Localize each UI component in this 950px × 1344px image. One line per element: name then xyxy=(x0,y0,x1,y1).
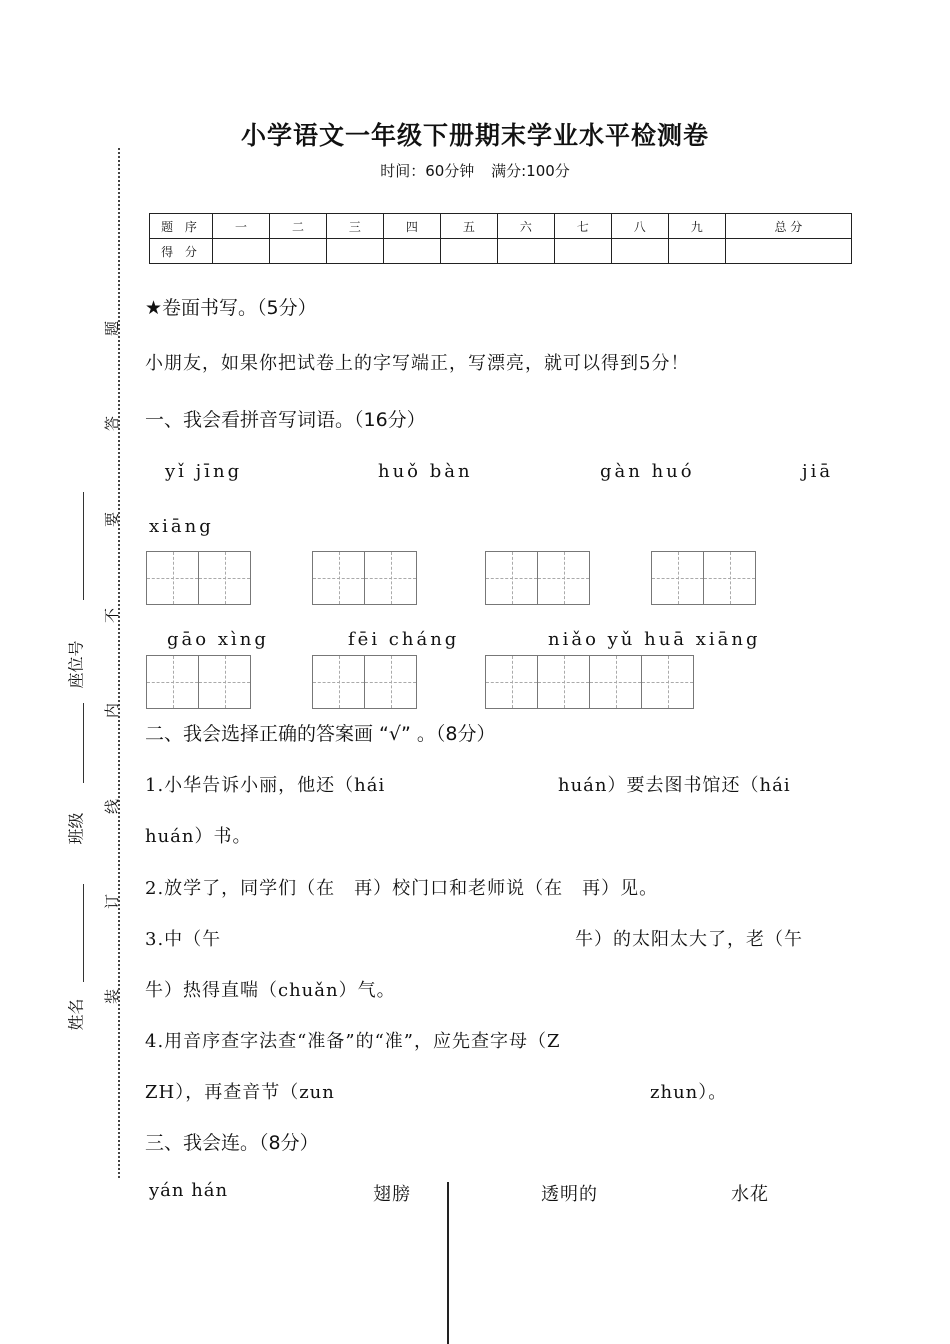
question-1-part-a: 1.小华告诉小丽，他还（hái xyxy=(145,775,386,796)
writing-grid[interactable] xyxy=(651,551,756,605)
section-heading-connect: 三、我会连。（8分） xyxy=(145,1132,319,1154)
grid-cell[interactable] xyxy=(485,551,538,605)
binding-char: 内 xyxy=(103,702,122,719)
grid-cell[interactable] xyxy=(537,655,590,709)
seat-number-line xyxy=(83,492,84,600)
table-header: 题 序 xyxy=(150,214,213,239)
question-2: 2.放学了，同学们（在 再）校门口和老师说（在 再）见。 xyxy=(145,878,659,899)
table-header: 二 xyxy=(269,214,326,239)
score-cell[interactable] xyxy=(213,239,270,264)
table-header: 三 xyxy=(326,214,383,239)
writing-grid[interactable] xyxy=(485,655,694,709)
question-3-part-b: 牛）的太阳太大了，老（午 xyxy=(575,929,803,950)
class-line xyxy=(83,703,84,783)
grid-cell[interactable] xyxy=(537,551,590,605)
question-3-part-c: 牛）热得直喘（chuǎn）气。 xyxy=(145,980,396,1001)
score-table xyxy=(149,213,852,264)
seat-number-label: 座位号 xyxy=(66,640,86,689)
grid-cell[interactable] xyxy=(312,551,365,605)
class-label: 班级 xyxy=(66,812,86,845)
table-header: 总 分 xyxy=(725,214,851,239)
binding-char: 不 xyxy=(103,607,122,624)
writing-grid[interactable] xyxy=(146,551,251,605)
grid-cell[interactable] xyxy=(485,655,538,709)
score-table-header-row xyxy=(150,214,852,239)
writing-grid[interactable] xyxy=(146,655,251,709)
section-heading-writing: ★卷面书写。（5分） xyxy=(145,297,317,319)
score-cell[interactable] xyxy=(554,239,611,264)
grid-cell[interactable] xyxy=(703,551,756,605)
pinyin-text: yǐ jīng xyxy=(165,461,243,482)
table-header: 五 xyxy=(440,214,497,239)
score-cell[interactable] xyxy=(326,239,383,264)
score-cell[interactable] xyxy=(725,239,851,264)
pinyin-text: jiā xyxy=(802,461,834,482)
question-1-part-b: huán）要去图书馆还（hái xyxy=(558,775,791,796)
grid-cell[interactable] xyxy=(146,551,199,605)
column-divider xyxy=(447,1182,449,1344)
score-cell[interactable] xyxy=(668,239,725,264)
grid-cell[interactable] xyxy=(146,655,199,709)
table-header: 六 xyxy=(497,214,554,239)
pinyin-text: xiāng xyxy=(149,516,214,537)
pinyin-text: gāo xìng xyxy=(167,629,269,650)
grid-cell[interactable] xyxy=(364,655,417,709)
exam-info xyxy=(0,160,950,181)
writing-grid[interactable] xyxy=(312,655,417,709)
writing-grid[interactable] xyxy=(485,551,590,605)
section-heading-choose: 二、我会选择正确的答案画 “√” 。（8分） xyxy=(145,723,496,745)
binding-char: 订 xyxy=(103,893,122,910)
pinyin-text: huǒ bàn xyxy=(378,461,473,482)
binding-char: 题 xyxy=(103,320,122,337)
binding-char: 装 xyxy=(103,988,122,1005)
question-4-part-a: 4.用音序查字法查“准备”的“准”，应先查字母（Z xyxy=(145,1031,561,1052)
writing-instruction: 小朋友，如果你把试卷上的字写端正，写漂亮，就可以得到5分！ xyxy=(145,353,690,374)
table-header: 一 xyxy=(213,214,270,239)
score-cell[interactable] xyxy=(383,239,440,264)
section-heading-pinyin: 一、我会看拼音写词语。（16分） xyxy=(145,409,426,431)
table-header: 八 xyxy=(611,214,668,239)
question-4-part-c: zhun）。 xyxy=(650,1082,728,1103)
connect-item[interactable]: 透明的 xyxy=(541,1184,598,1205)
writing-grid[interactable] xyxy=(312,551,417,605)
grid-cell[interactable] xyxy=(312,655,365,709)
time-info: 时间：60分钟 xyxy=(380,162,475,180)
score-table-score-row xyxy=(150,239,852,264)
pinyin-text: niǎo yǔ huā xiāng xyxy=(548,629,761,650)
connect-item[interactable]: 翅膀 xyxy=(373,1184,411,1205)
connect-item[interactable]: yán hán xyxy=(149,1180,229,1201)
question-3-part-a: 3.中（午 xyxy=(145,929,222,950)
binding-dotted-line xyxy=(118,148,120,1178)
score-cell[interactable] xyxy=(269,239,326,264)
score-info: 满分:100分 xyxy=(491,162,570,180)
grid-cell[interactable] xyxy=(198,551,251,605)
connect-item[interactable]: 水花 xyxy=(731,1184,769,1205)
grid-cell[interactable] xyxy=(641,655,694,709)
pinyin-text: fēi cháng xyxy=(348,629,460,650)
grid-cell[interactable] xyxy=(364,551,417,605)
question-1-part-c: huán）书。 xyxy=(145,826,252,847)
page-title: 小学语文一年级下册期末学业水平检测卷 xyxy=(240,121,709,150)
table-row-label: 得 分 xyxy=(150,239,213,264)
question-4-part-b: ZH），再查音节（zun xyxy=(145,1082,335,1103)
binding-char: 线 xyxy=(103,798,122,815)
name-line xyxy=(83,884,84,982)
score-cell[interactable] xyxy=(440,239,497,264)
score-cell[interactable] xyxy=(611,239,668,264)
grid-cell[interactable] xyxy=(651,551,704,605)
table-header: 九 xyxy=(668,214,725,239)
grid-cell[interactable] xyxy=(198,655,251,709)
binding-char: 要 xyxy=(103,511,122,528)
table-header: 七 xyxy=(554,214,611,239)
score-cell[interactable] xyxy=(497,239,554,264)
binding-char: 答 xyxy=(103,415,122,432)
table-header: 四 xyxy=(383,214,440,239)
pinyin-text: gàn huó xyxy=(600,461,695,482)
name-label: 姓名 xyxy=(66,998,86,1031)
grid-cell[interactable] xyxy=(589,655,642,709)
